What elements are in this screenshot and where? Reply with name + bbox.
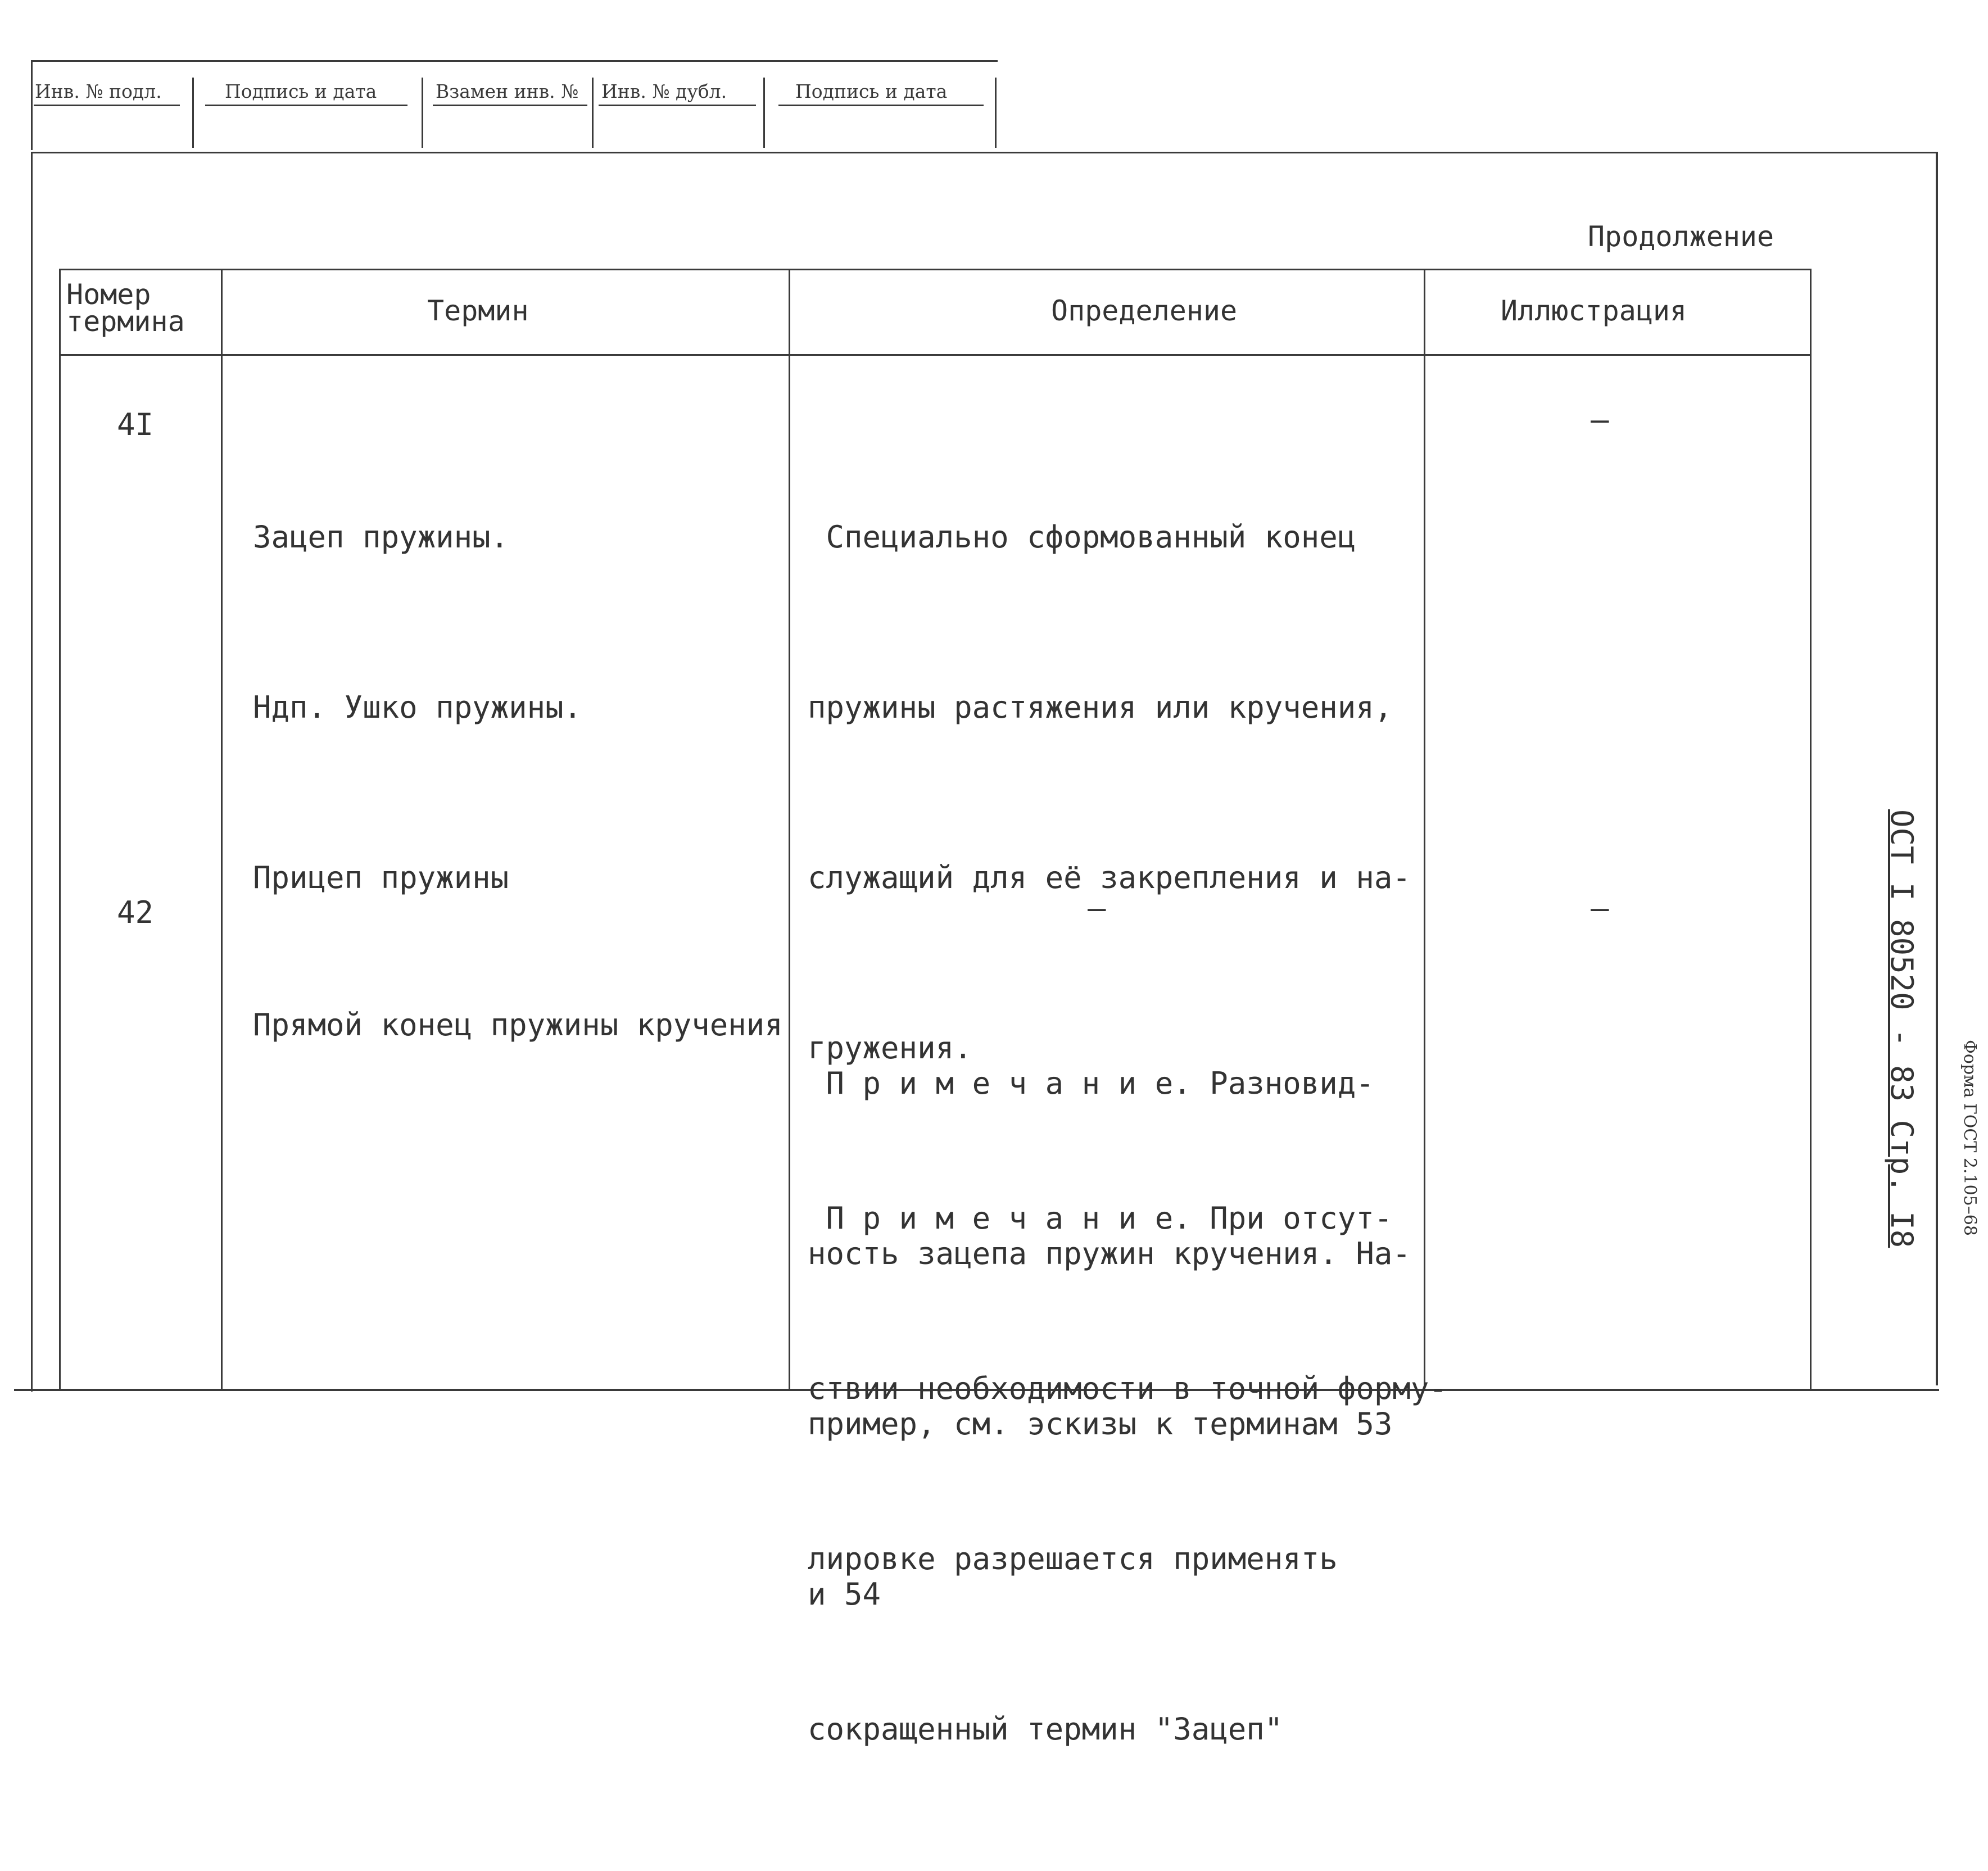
continuation-label: Продолжение (1588, 220, 1774, 253)
definition-line: П р и м е ч а н и е. При отсут- (808, 1200, 1393, 1236)
form-note-label: Форма ГОСТ 2.105–68 (1960, 1040, 1980, 1236)
term-line: Прямой конец пружины кручения (253, 1007, 783, 1043)
definition-line: ность зацепа пружин кручения. На- (808, 1236, 1411, 1271)
definition-line: Специально сформованный конец (808, 519, 1356, 555)
stamp-podpis-data-1: Подпись и дата (225, 80, 377, 102)
stamp-inv-podl: Инв. № подл. (35, 80, 162, 102)
definition-line: пример, см. эскизы к терминам 53 (808, 1406, 1393, 1442)
term-line: Зацеп пружины. (253, 519, 509, 555)
stamp-inv-dubl: Инв. № дубл. (601, 80, 727, 102)
stamp-podpis-data-2: Подпись и дата (795, 80, 948, 102)
doc-code-label: ОСТ I 80520 - 83 Стр. I8 (1884, 809, 1919, 1248)
definition-line: ствии необходимости в точной форму- (808, 1371, 1447, 1406)
header-term: Термин (427, 295, 529, 327)
term-line: Прицеп пружины (253, 860, 509, 895)
definition-line: сокращенный термин "Зацеп" (808, 1711, 1283, 1747)
definition-line: лировке разрешается применять (808, 1541, 1338, 1576)
header-illustration: Иллюстрация (1501, 295, 1687, 327)
definition-cell (808, 941, 1411, 1736)
term-cell (253, 883, 783, 1167)
definition-line: и 54 (808, 1576, 881, 1612)
definition-line: служащий для её закрепления и на- (808, 860, 1411, 895)
definition-line: пружины растяжения или кручения, (808, 690, 1393, 725)
stamp-vzamen-inv: Взамен инв. № (436, 80, 579, 102)
term-number: 4I (117, 407, 154, 442)
definition-line: гружения. (808, 1030, 972, 1066)
header-number (66, 278, 185, 338)
illustration-cell: – (1591, 402, 1609, 437)
term-line: Ндп. Ушко пружины. (253, 690, 582, 725)
header-number-line1: Номер (66, 278, 151, 311)
illustration-cell: – (1591, 890, 1609, 926)
definition-line: П р и м е ч а н и е. Разновид- (808, 1066, 1374, 1101)
definition-dash: – (1088, 890, 1106, 926)
header-definition: Определение (1051, 295, 1238, 327)
term-number: 42 (117, 895, 154, 930)
header-number-line2: термина (66, 305, 185, 338)
